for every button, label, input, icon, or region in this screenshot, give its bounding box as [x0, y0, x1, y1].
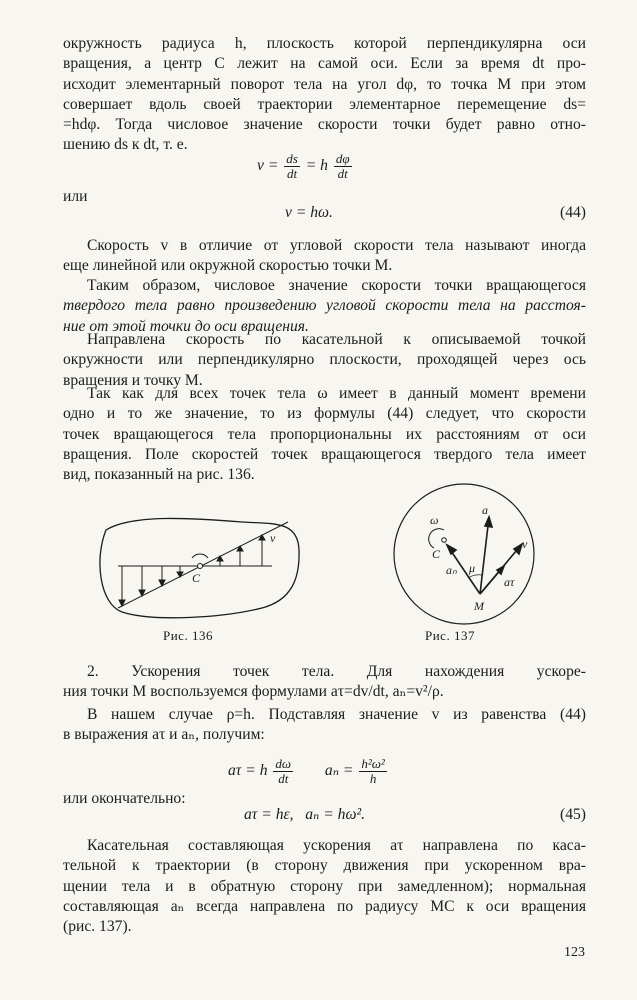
equation-45: aτ = hε, aₙ = hω².	[244, 806, 366, 823]
text-line: Касательная составляющая ускорения aτ направлена по каса-	[87, 837, 586, 854]
caption-fig-136: Рис. 136	[163, 628, 213, 643]
text-line: точек вращающегося тела пропорциональны их расстояниям от оси	[63, 425, 586, 443]
text-line: исходит элементарный поворот тела на угол dφ, то точка M при этом	[63, 75, 586, 93]
equation-44: v = hω.	[285, 204, 333, 221]
text-line: окружности или перпендикулярно плоскости, проходящей через ось	[63, 351, 586, 369]
text-line: вращения и точку M.	[63, 371, 203, 389]
denominator: h	[369, 771, 377, 786]
paragraph-7	[63, 705, 586, 746]
numerator: h²ω²	[361, 756, 385, 771]
arrowhead-icon	[485, 517, 492, 527]
text-line: составляющая aₙ всегда направлена по радиусу MC к оси вращения	[63, 897, 586, 915]
eq-part: aₙ =	[324, 762, 354, 780]
fraction	[334, 152, 352, 181]
center-point-C	[442, 538, 447, 543]
total-acceleration-vector	[480, 517, 489, 594]
equation-number-44: (44)	[560, 204, 586, 221]
text-line: Так как для всех точек тела ω имеет в данный момент времени	[87, 385, 586, 402]
text-line: Скорость v в отличие от угловой скорости тела называют иногда	[87, 237, 586, 254]
numerator: dω	[275, 756, 292, 771]
eq-part: = h	[305, 157, 328, 175]
text-line: ние от этой точки до оси вращения.	[63, 317, 309, 335]
text-line: 2. Ускорения точек тела. Для нахождения ускоре-	[87, 663, 586, 680]
numerator: dφ	[335, 151, 350, 166]
text-line: твердого тела равно произведению угловой скорости тела на расстоя-	[63, 297, 586, 315]
denominator: dt	[286, 166, 298, 181]
paragraph-5	[63, 384, 586, 485]
text-line: Направлена скорость по касательной к описываемой точкой	[87, 331, 586, 348]
arrowhead-icon	[177, 572, 183, 577]
paragraph-3-definition	[63, 276, 586, 337]
text-line: ния точки M воспользуемся формулами aτ=dv/dt, aₙ=v²/ρ.	[63, 683, 444, 701]
text-line: вращения. Поле скоростей точек вращающегося твердого тела имеет	[63, 445, 586, 463]
equation-velocity-definition	[257, 152, 354, 181]
text-line: в выражения aτ и aₙ, получим:	[63, 726, 265, 744]
label-C: C	[192, 571, 201, 585]
label-an: aₙ	[446, 563, 457, 577]
label-v: v	[522, 537, 528, 551]
label-mu: μ	[469, 561, 476, 575]
figure-137	[372, 482, 548, 628]
numerator: ds	[286, 151, 298, 166]
fraction	[359, 757, 386, 786]
fraction	[284, 152, 300, 181]
text-line: окружность радиуса h, плоскость которой перпендикулярна оси	[63, 35, 586, 52]
text-line: шению ds к dt, т. е.	[63, 136, 188, 154]
eq-part: aτ = h	[228, 762, 268, 780]
equation-number-45: (45)	[560, 806, 586, 823]
fraction	[273, 757, 293, 786]
arrowhead-icon	[447, 545, 456, 554]
text-line: совершает вдоль своей траектории элементарное перемещение ds=	[63, 95, 586, 113]
page-number: 123	[564, 945, 585, 960]
label-C: C	[432, 547, 441, 561]
figure-136	[92, 500, 304, 625]
text-line: (рис. 137).	[63, 918, 132, 936]
paragraph-6	[63, 662, 586, 703]
text-line: вид, показанный на рис. 136.	[63, 466, 255, 484]
rotation-arrow-icon	[429, 529, 444, 548]
text-line: В нашем случае ρ=h. Подставляя значение v из равенства (44)	[87, 706, 586, 723]
text-line: Таким образом, числовое значение скорости точки вращающегося	[87, 277, 586, 294]
angle-mu-arc	[468, 575, 482, 578]
paragraph-8	[63, 836, 586, 937]
arrowhead-icon	[217, 556, 223, 561]
eq-part: v =	[257, 157, 279, 175]
rotation-arrow-icon	[192, 554, 208, 558]
paragraph-2	[63, 236, 586, 277]
center-point-C	[198, 564, 203, 569]
word-final: или окончательно:	[63, 790, 186, 807]
label-a: a	[482, 503, 488, 517]
paragraph-4	[63, 330, 586, 391]
caption-fig-137: Рис. 137	[425, 628, 475, 643]
text-line: тельной к траектории (в сторону движения при ускоренном вра-	[63, 857, 586, 875]
label-omega: ω	[430, 513, 439, 527]
paragraph-1	[63, 34, 586, 156]
denominator: dt	[337, 166, 348, 181]
arrowhead-icon	[237, 546, 243, 551]
equation-accelerations	[228, 757, 389, 786]
text-line: одно и то же значение, то из формулы (44) следует, что скорости	[63, 405, 586, 423]
label-M: M	[474, 599, 484, 613]
label-v: v	[270, 531, 276, 545]
text-line: вращения, а центр C лежит на самой оси. Если за время dt про-	[63, 55, 586, 73]
label-at: aτ	[504, 575, 515, 589]
denominator: dt	[278, 771, 289, 786]
text-line: щении тела и в обратную сторону при замедленном); нормальная	[63, 877, 586, 895]
text-line: еще линейной или окружной скоростью точки M.	[63, 257, 393, 275]
word-ili: или	[63, 188, 88, 205]
text-line: =hdφ. Тогда числовое значение скорости точки будет равно отно-	[63, 116, 586, 134]
